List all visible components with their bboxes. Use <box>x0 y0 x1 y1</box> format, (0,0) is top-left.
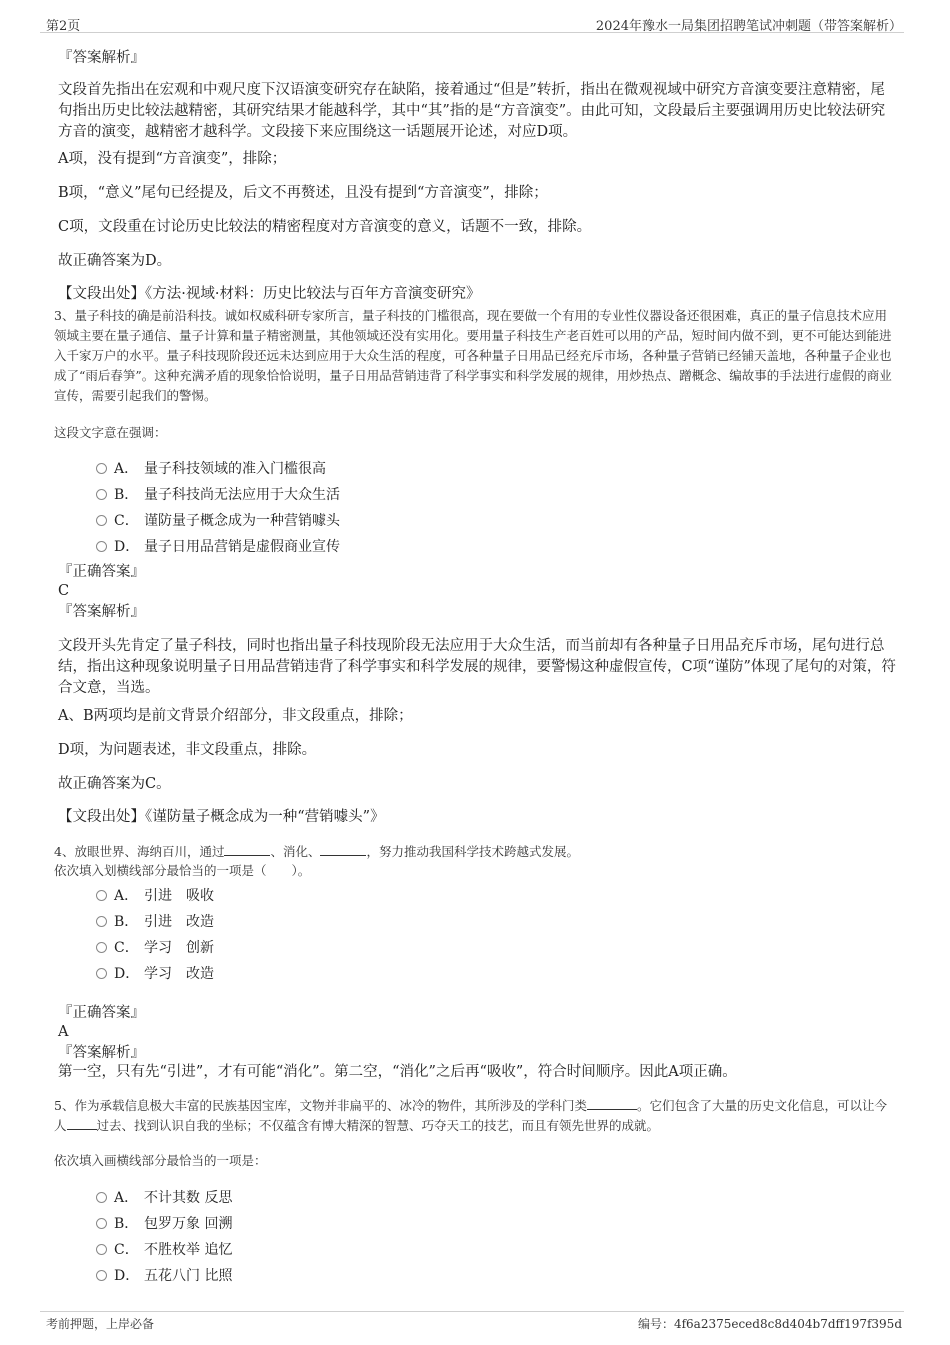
q5-option-b[interactable]: B． 包罗万象 回溯 <box>96 1213 232 1233</box>
footer-serial: 编号：4f6a2375eced8c8d404b7dff197f395d <box>637 1317 902 1331</box>
q5-option-c[interactable]: C． 不胜枚举 追忆 <box>96 1239 232 1259</box>
q5-stem: 5、作为承载信息极大丰富的民族基因宝库，文物并非扁平的、冰冷的物件，其所涉及的学科门类 。它们包含了大量的历史文化信息，可以让今人 过去、找到认识自我的坐标；不仅蕴含有博大精深的智慧、巧夺天工的技艺，而且有领先世界的成就。 <box>54 1098 887 1133</box>
radio-icon[interactable] <box>96 890 107 901</box>
q4-answer-label: 『正确答案』 <box>58 1005 145 1021</box>
q2-line-b: B项，“意义”尾句已经提及，后文不再赘述，且没有提到“方音演变”，排除； <box>58 185 548 201</box>
q3-stem: 3、量子科技的确是前沿科技。诚如权威科研专家所言，量子科技的门槛很高，现在要做一个有用的专业性仪器设备还很困难，真正的量子信息技术应用领域主要在量子通信、量子计算和量子精密测量，其他领域还没有实用化。要用量子科技生产老百姓可以用的产品，短时间内做不到，更不可能达到能进入千家万户的水平。量子科技现阶段还远未达到应用于大众生活的程度，可各种量子日用品已经充斥市场，各种量子营销已经铺天盖地，各种量子企业也成了“雨后春笋”。这种充满矛盾的现象恰恰说明，量子日用品营销违背了科学事实和科学发展的规律，用炒热点、蹭概念、编故事的手法进行虚假的商业宣传，需要引起我们的警惕。 <box>54 308 892 403</box>
q2-conclusion: 故正确答案为D。 <box>58 253 172 269</box>
q3-answer-label: 『正确答案』 <box>58 564 145 580</box>
q3-question: 这段文字意在强调： <box>54 425 167 440</box>
q5-blank-2[interactable] <box>67 1117 97 1130</box>
footer-slogan: 考前押题，上岸必备 <box>46 1317 155 1331</box>
q3-source: 【文段出处】《谨防量子概念成为一种“营销噱头”》 <box>58 809 385 825</box>
radio-icon[interactable] <box>96 1192 107 1203</box>
q2-line-a: A项，没有提到“方音演变”，排除； <box>58 151 287 167</box>
q3-analysis-label: 『答案解析』 <box>58 604 145 620</box>
q4-analysis-text: 第一空，只有先“引进”，才有可能“消化”。第二空，“消化”之后再“吸收”，符合时间顺序。因此A项正确。 <box>58 1064 737 1080</box>
page-number: 第2页 <box>46 19 81 34</box>
radio-icon[interactable] <box>96 942 107 953</box>
q4-blank-1[interactable] <box>224 843 270 856</box>
radio-icon[interactable] <box>96 916 107 927</box>
q2-line-c: C项，文段重在讨论历史比较法的精密程度对方音演变的意义，话题不一致，排除。 <box>58 219 592 235</box>
q2-source: 【文段出处】《方法·视域·材料：历史比较法与百年方音演变研究》 <box>58 286 481 302</box>
q2-analysis-label: 『答案解析』 <box>58 50 145 66</box>
q4-option-d[interactable]: D． 学习 改造 <box>96 963 214 983</box>
radio-icon[interactable] <box>96 489 107 500</box>
radio-icon[interactable] <box>96 968 107 979</box>
radio-icon[interactable] <box>96 463 107 474</box>
document-title: 2024年豫水一局集团招聘笔试冲刺题（带答案解析） <box>595 19 902 34</box>
q4-option-b[interactable]: B． 引进 改造 <box>96 911 214 931</box>
q3-analysis-text: 文段开头先肯定了量子科技，同时也指出量子科技现阶段无法应用于大众生活，而当前却有各种量子日用品充斥市场，尾句进行总结，指出这种现象说明量子日用品营销违背了科学事实和科学发展的规律，要警惕这种虚假宣传，C项“谨防”体现了尾句的对策，符合文意，当选。 <box>58 638 896 696</box>
q5-option-d[interactable]: D． 五花八门 比照 <box>96 1265 232 1285</box>
q5-question: 依次填入画横线部分最恰当的一项是： <box>54 1153 267 1168</box>
q3-option-c[interactable]: C． 谨防量子概念成为一种营销噱头 <box>96 510 340 530</box>
q3-option-a[interactable]: A． 量子科技领域的准入门槛很高 <box>96 458 326 478</box>
q3-option-d[interactable]: D． 量子日用品营销是虚假商业宣传 <box>96 536 340 556</box>
q3-option-b[interactable]: B． 量子科技尚无法应用于大众生活 <box>96 484 340 504</box>
q5-blank-1[interactable] <box>587 1097 637 1110</box>
q4-analysis-label: 『答案解析』 <box>58 1045 145 1061</box>
q2-analysis-text: 文段首先指出在宏观和中观尺度下汉语演变研究存在缺陷，接着通过“但是”转折，指出在微观视域中研究方音演变要注意精密，尾句指出历史比较法越精密，其研究结果才能越科学，其中“其”指的是“方音演变”。由此可知，文段最后主要强调用历史比较法研究方音的演变，越精密才越科学。文段接下来应围绕这一话题展开论述，对应D项。 <box>58 82 886 140</box>
q4-blank-2[interactable] <box>320 843 366 856</box>
q3-line-d: D项，为问题表述，非文段重点，排除。 <box>58 742 317 758</box>
radio-icon[interactable] <box>96 1244 107 1255</box>
q3-conclusion: 故正确答案为C。 <box>58 776 171 792</box>
radio-icon[interactable] <box>96 1218 107 1229</box>
radio-icon[interactable] <box>96 541 107 552</box>
q4-answer: A <box>58 1024 69 1040</box>
q4-question: 依次填入划横线部分最恰当的一项是（ ）。 <box>54 863 311 878</box>
q4-option-c[interactable]: C． 学习 创新 <box>96 937 214 957</box>
page-header <box>40 12 904 33</box>
q3-answer: C <box>58 583 70 599</box>
q5-option-a[interactable]: A． 不计其数 反思 <box>96 1187 232 1207</box>
q4-option-a[interactable]: A． 引进 吸收 <box>96 885 214 905</box>
page-footer <box>40 1311 904 1331</box>
radio-icon[interactable] <box>96 1270 107 1281</box>
radio-icon[interactable] <box>96 515 107 526</box>
q4-stem: 4、放眼世界、海纳百川，通过 、消化、 ，努力推动我国科学技术跨越式发展。 <box>54 844 579 859</box>
q3-line-ab: A、B两项均是前文背景介绍部分，非文段重点，排除； <box>58 708 413 724</box>
